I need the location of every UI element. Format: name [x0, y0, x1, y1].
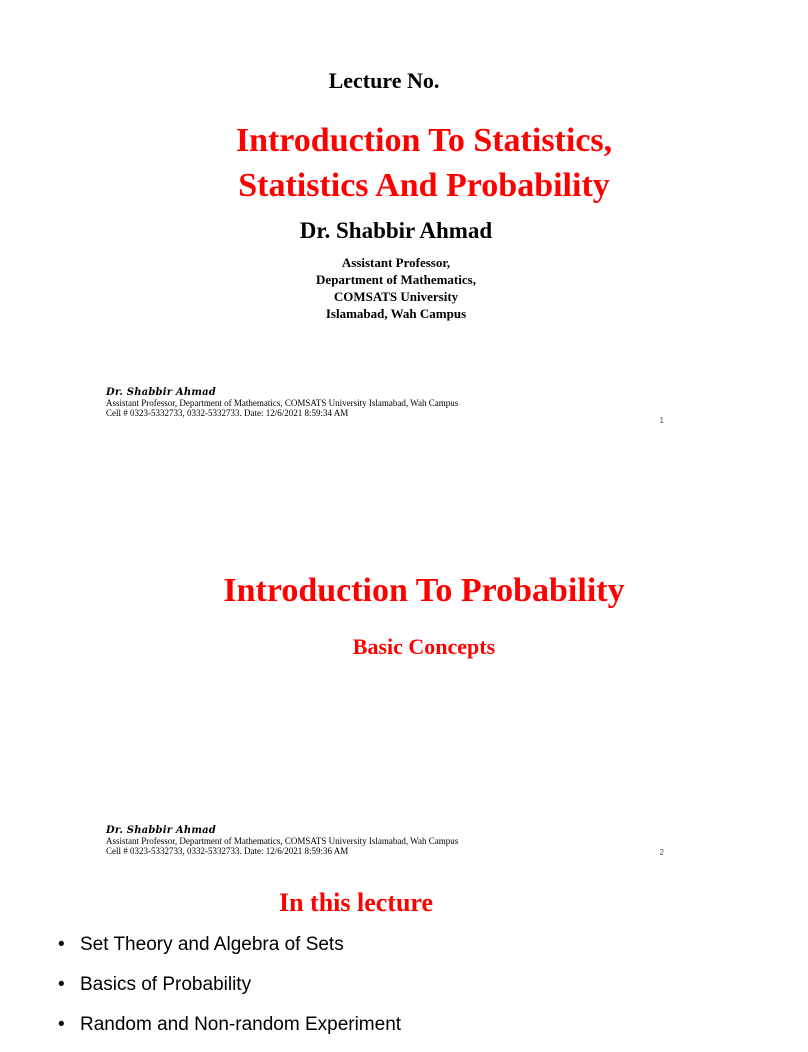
affiliation-line: Department of Mathematics,	[316, 272, 476, 287]
slide-heading: In this lecture	[278, 888, 434, 917]
page-number: 2	[659, 848, 664, 857]
signature: Dr. Shabbir Ahmad	[106, 825, 216, 836]
lecture-number: Lecture No.	[328, 68, 440, 93]
footer-affiliation: Assistant Professor, Department of Mathematics, COMSATS University Islamabad, Wah Campus	[106, 836, 459, 846]
footer-contact: Cell # 0323-5332733, 0332-5332733. Date: 12/6/2021 8:59:34 AM	[106, 408, 349, 418]
page-number: 1	[659, 416, 664, 425]
slide-subtitle: Basic Concepts	[352, 634, 496, 659]
author-name: Dr. Shabbir Ahmad	[299, 218, 493, 243]
slide-3	[0, 864, 768, 1035]
footer-affiliation: Assistant Professor, Department of Mathematics, COMSATS University Islamabad, Wah Campus	[106, 398, 459, 408]
slide-title: Introduction To Probability	[223, 572, 625, 609]
bullet-list	[58, 932, 401, 1052]
slide-title	[40, 118, 808, 208]
slide-1	[0, 0, 768, 432]
affiliation-line: Islamabad, Wah Campus	[325, 306, 467, 321]
slide-footer	[106, 826, 458, 856]
slide-2	[0, 432, 768, 864]
footer-contact: Cell # 0323-5332733, 0332-5332733. Date: 12/6/2021 8:59:36 AM	[106, 846, 349, 856]
bullet-item: • Set Theory and Algebra of Sets	[58, 932, 401, 972]
affiliation-line: COMSATS University	[333, 289, 459, 304]
bullet-item: • Random and Non-random Experiment	[58, 1012, 401, 1052]
bullet-item: • Basics of Probability	[58, 972, 401, 1012]
author-affiliation	[12, 254, 780, 322]
signature: Dr. Shabbir Ahmad	[106, 387, 216, 398]
title-line-2: Statistics And Probability	[238, 167, 610, 204]
slide-footer	[106, 388, 458, 418]
affiliation-line: Assistant Professor,	[341, 255, 451, 270]
title-line-1: Introduction To Statistics,	[235, 122, 613, 159]
